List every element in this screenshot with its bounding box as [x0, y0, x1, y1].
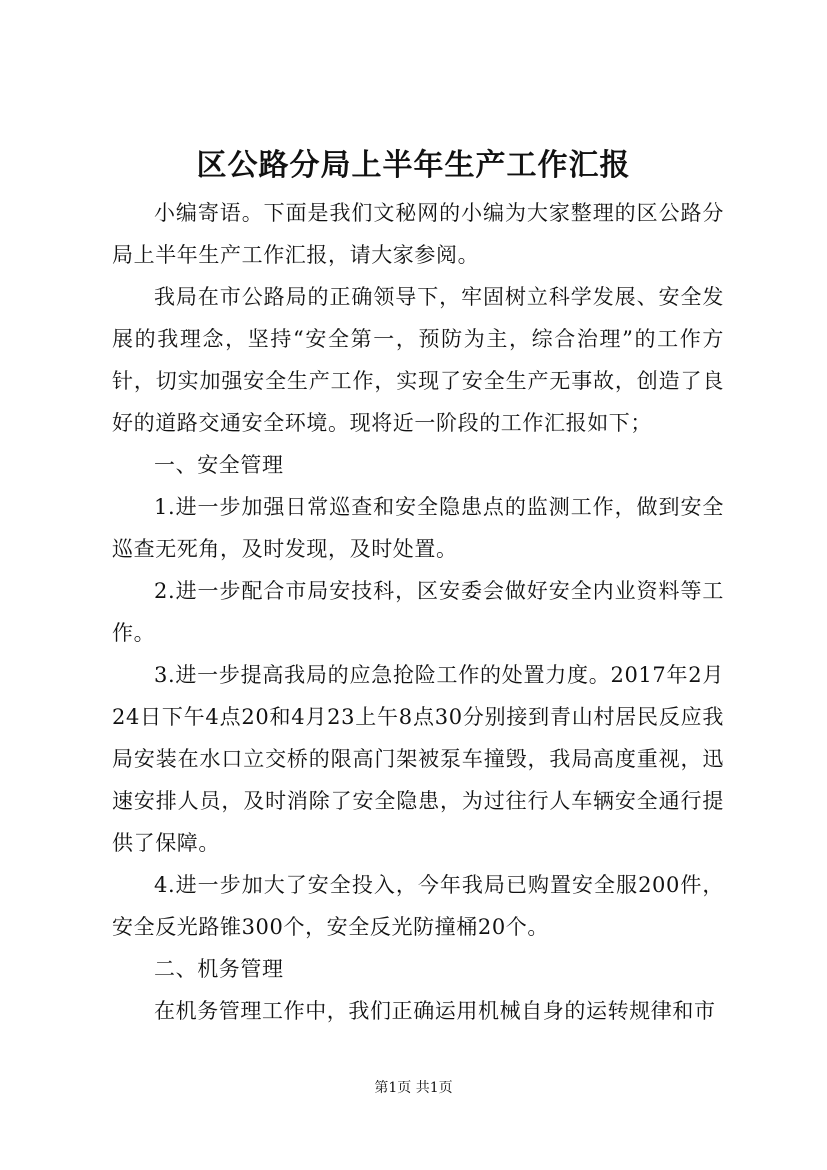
section-heading-machinery: 二、机务管理 — [154, 957, 284, 981]
page-number-footer: 第1页 共1页 — [374, 1080, 453, 1096]
document-title: 区公路分局上半年生产工作汇报 — [196, 148, 631, 183]
paragraph-item-4: 4.进一步加大了安全投入，今年我局已购置安全服200件，安全反光路锥300个，安全反光防撞桶20个。 — [112, 873, 724, 939]
paragraph-item-2: 2.进一步配合市局安技科，区安委会做好安全内业资料等工作。 — [112, 579, 724, 645]
document-body — [112, 192, 724, 1032]
section-heading-safety: 一、安全管理 — [154, 453, 284, 477]
paragraph-intro: 小编寄语。下面是我们文秘网的小编为大家整理的区公路分局上半年生产工作汇报，请大家参阅。 — [112, 201, 724, 267]
paragraph-machinery: 在机务管理工作中，我们正确运用机械自身的运转规律和市 — [154, 999, 716, 1023]
paragraph-item-3: 3.进一步提高我局的应急抢险工作的处置力度。2017年2月24日下午4点20和4月23上午8点30分别接到青山村居民反应我局安装在水口立交桥的限高门架被泵车撞毁，我局高度重视，迅速安排人员，及时消除了安全隐患，为过往行人车辆安全通行提供了保障。 — [112, 663, 724, 855]
paragraph-item-1: 1.进一步加强日常巡查和安全隐患点的监测工作，做到安全巡查无死角，及时发现，及时处置。 — [112, 495, 724, 561]
paragraph-summary: 我局在市公路局的正确领导下，牢固树立科学发展、安全发展的我理念，坚持“安全第一，预防为主，综合治理”的工作方针，切实加强安全生产工作，实现了安全生产无事故，创造了良好的道路交通安全环境。现将近一阶段的工作汇报如下； — [112, 285, 724, 435]
